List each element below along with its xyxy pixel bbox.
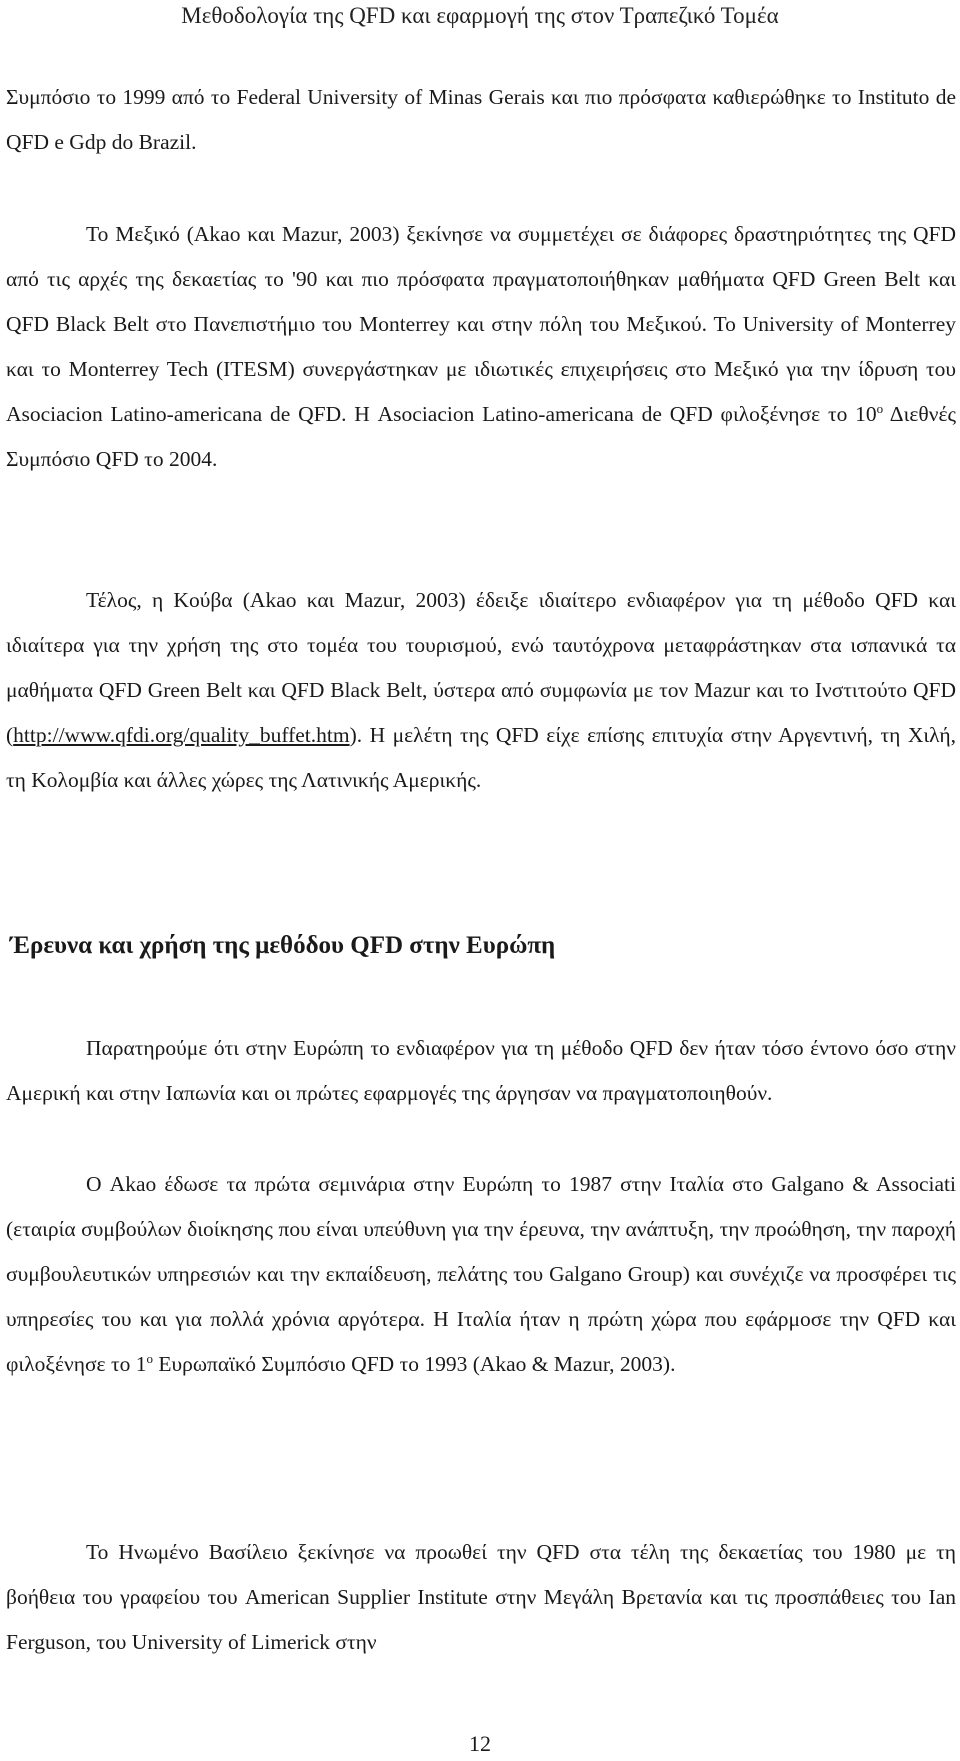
- paragraph-italy: [6, 1162, 956, 1387]
- paragraph-uk: [6, 1530, 956, 1665]
- paragraph-text: Τέλος, η Κούβα (Akao και Mazur, 2003) έδειξε ιδιαίτερο ενδιαφέρον για τη μέθοδο QFD και ιδιαίτερα για την χρήση της στο τομέα του τουρισμού, ενώ ταυτόχρονα μεταφράστηκαν στα ισπανικά τα μαθήματα QFD Green Belt και QFD Black Belt, ύστερα από συμφωνία με τον Mazur και το Ινστιτούτο QFD (: [6, 588, 956, 747]
- paragraph-text: Παρατηρούμε ότι στην Ευρώπη το ενδιαφέρον για τη μέθοδο QFD δεν ήταν τόσο έντονο όσο στην Αμερική και στην Ιαπωνία και οι πρώτες εφαρμογές της άργησαν να πραγματοποιηθούν.: [6, 1036, 956, 1105]
- paragraph-mexico: [6, 212, 956, 482]
- paragraph-text-tail: Διεθνές Συμπόσιο QFD το 2004.: [6, 402, 956, 471]
- paragraph-text: Το Μεξικό (Akao και Mazur, 2003) ξεκίνησε να συμμετέχει σε διάφορες δραστηριότητες της QFD από τις αρχές της δεκαετίας το '90 και πιο πρόσφατα πραγματοποιήθηκαν μαθήματα QFD Green Belt και QFD Black Belt στο Πανεπιστήμιο του Monterrey και στην πόλη του Μεξικού. Το University of Monterrey και το Monterrey Tech (ITESM) συνεργάστηκαν με ιδιωτικές επιχειρήσεις στο Μεξικό για την ίδρυση του Asociacion Latino-americana de QFD. Η Asociacion Latino-americana de QFD φιλοξένησε το 10: [6, 222, 956, 426]
- paragraph-text: Συμπόσιο το 1999 από το Federal University of Minas Gerais και πιο πρόσφατα καθιερώθηκε το Instituto de QFD e Gdp do Brazil.: [6, 85, 956, 154]
- ordinal-superscript: ο: [876, 400, 884, 416]
- running-header: Μεθοδολογία της QFD και εφαρμογή της στον Τραπεζικό Τομέα: [181, 3, 779, 28]
- paragraph-text: Ο Akao έδωσε τα πρώτα σεμινάρια στην Ευρώπη το 1987 στην Ιταλία στο Galgano & Associati (εταιρία συμβούλων διοίκησης που είναι υπεύθυνη για την έρευνα, την ανάπτυξη, την προώθηση, την παροχή συμβουλευτικών υπηρεσιών και την εκπαίδευση, πελάτης του Galgano Group) και συνέχιζε να προσφέρει τις υπηρεσίες του και για πολλά χρόνια αργότερα. Η Ιταλία ήταν η πρώτη χώρα που εφάρμοσε την QFD και φιλοξένησε το 1: [6, 1172, 956, 1376]
- paragraph-brazil: [6, 75, 956, 165]
- paragraph-europe-intro: [6, 1026, 956, 1116]
- ordinal-superscript: ο: [146, 1350, 153, 1366]
- paragraph-text: Το Ηνωμένο Βασίλειο ξεκίνησε να προωθεί την QFD στα τέλη της δεκαετίας του 1980 με τη βοήθεια του γραφείου του American Supplier Institute στην Μεγάλη Βρετανία και τις προσπάθειες του Ian Ferguson, του University of Limerick στην: [6, 1540, 956, 1654]
- page-number: 12: [469, 1731, 491, 1756]
- section-heading: Έρευνα και χρήση της μεθόδου QFD στην Ευρώπη: [10, 932, 556, 959]
- paragraph-text-tail: ). Η μελέτη της QFD είχε επίσης επιτυχία στην Αργεντινή, τη Χιλή, τη Κολομβία και άλλες χώρες της Λατινικής Αμερικής.: [6, 723, 956, 792]
- paragraph-text-tail: Ευρωπαϊκό Συμπόσιο QFD το 1993 (Akao & Mazur, 2003).: [152, 1352, 676, 1376]
- paragraph-cuba: [6, 578, 956, 803]
- qfdi-link[interactable]: http://www.qfdi.org/quality_buffet.htm: [13, 723, 350, 747]
